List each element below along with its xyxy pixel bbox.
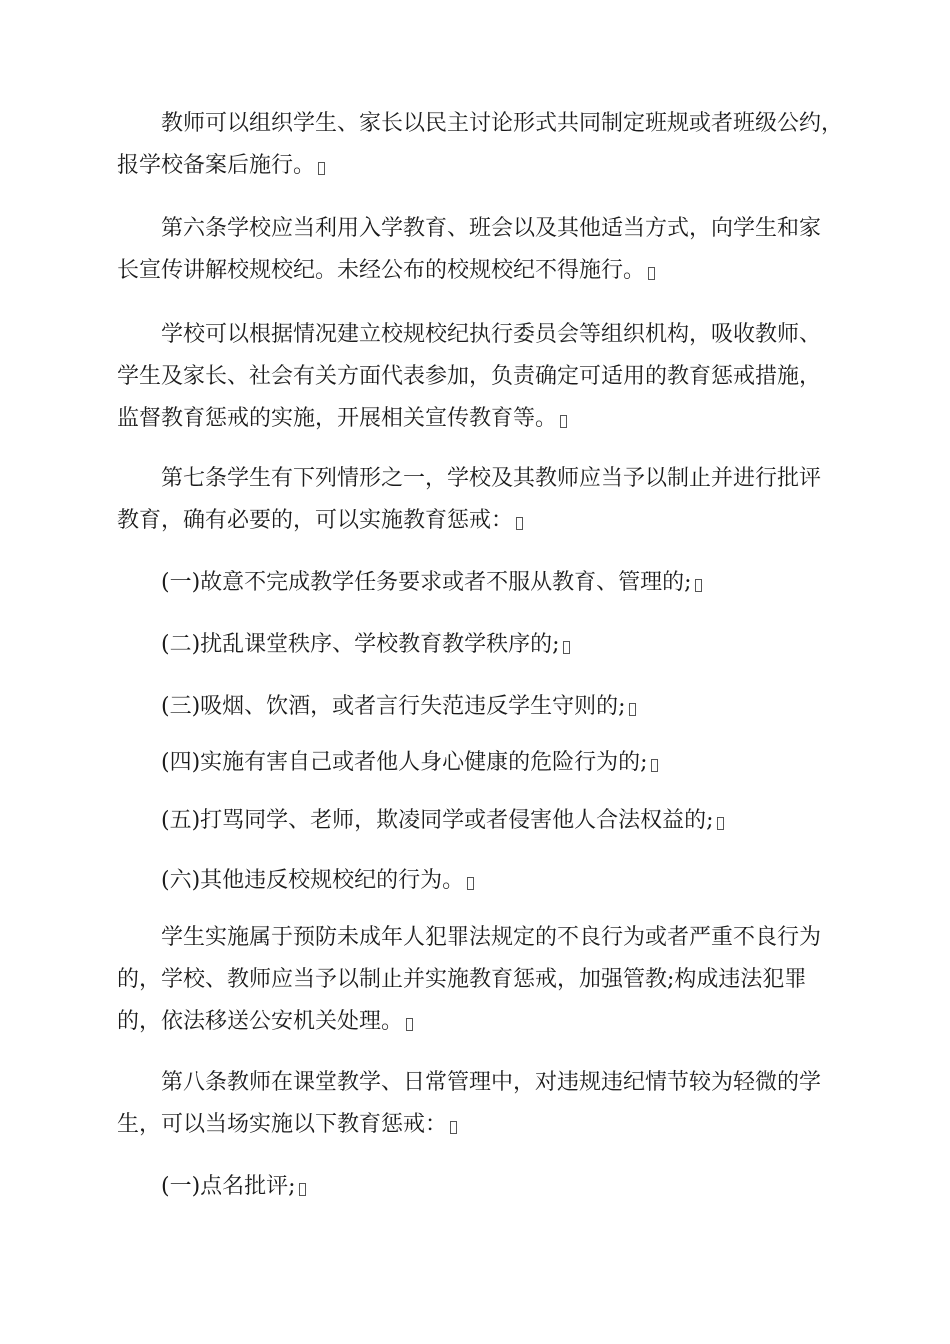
paragraph-mark-icon [318,162,325,175]
paragraph-mark-icon [563,641,570,654]
text-line: 第七条学生有下列情形之一，学校及其教师应当予以制止并进行批评 [117,466,822,491]
paragraph-article-7 [117,458,837,542]
text-line: (三)吸烟、饮酒，或者言行失范违反学生守则的; [117,694,626,719]
text-line: 报学校备案后施行。 [117,153,316,178]
paragraph-mark-icon [467,877,474,890]
text-line: 第八条教师在课堂教学、日常管理中，对违规违纪情节较为轻微的学 [117,1070,822,1095]
list-item-4 [117,742,837,784]
paragraph-mark-icon [717,817,724,830]
text-line: 监督教育惩戒的实施，开展相关宣传教育等。 [117,406,558,431]
list-item-3 [117,686,837,728]
text-line: 的，学校、教师应当予以制止并实施教育惩戒，加强管教;构成违法犯罪 [117,967,807,992]
text-line: (一)点名批评; [117,1174,296,1199]
paragraph-mark-icon [651,759,658,772]
paragraph-mark-icon [406,1018,413,1031]
text-line: 学生实施属于预防未成年人犯罪法规定的不良行为或者严重不良行为 [117,925,822,950]
text-line: (五)打骂同学、老师，欺凌同学或者侵害他人合法权益的; [117,808,714,833]
paragraph-mark-icon [560,415,567,428]
paragraph-mark-icon [516,517,523,530]
paragraph-delinquency [117,917,837,1043]
paragraph-mark-icon [629,703,636,716]
paragraph-mark-icon [450,1121,457,1134]
paragraph-committee [117,314,837,440]
list-item-5 [117,800,837,842]
text-line: 教师可以组织学生、家长以民主讨论形式共同制定班规或者班级公约， [117,111,844,136]
paragraph-mark-icon [648,267,655,280]
text-line: 第六条学校应当利用入学教育、班会以及其他适当方式，向学生和家 [117,216,822,241]
text-line: (二)扰乱课堂秩序、学校教育教学秩序的; [117,632,560,657]
text-line: (六)其他违反校规校纪的行为。 [117,868,465,893]
text-line: 生，可以当场实施以下教育惩戒： [117,1112,448,1137]
text-line: (一)故意不完成教学任务要求或者不服从教育、管理的; [117,570,692,595]
text-line: (四)实施有害自己或者他人身心健康的危险行为的; [117,750,648,775]
list-item-2 [117,624,837,666]
list-item-1 [117,562,837,604]
paragraph-class-rules [117,103,844,187]
text-line: 长宣传讲解校规校纪。未经公布的校规校纪不得施行。 [117,258,646,283]
text-line: 学校可以根据情况建立校规校纪执行委员会等组织机构，吸收教师、 [117,322,822,347]
list-item-6 [117,860,837,902]
paragraph-article-8 [117,1062,837,1146]
list-item-criticism [117,1166,837,1208]
paragraph-mark-icon [695,579,702,592]
paragraph-mark-icon [299,1183,306,1196]
text-line: 教育，确有必要的，可以实施教育惩戒： [117,508,514,533]
text-line: 学生及家长、社会有关方面代表参加，负责确定可适用的教育惩戒措施， [117,364,822,389]
paragraph-article-6 [117,208,837,292]
text-line: 的，依法移送公安机关处理。 [117,1009,404,1034]
